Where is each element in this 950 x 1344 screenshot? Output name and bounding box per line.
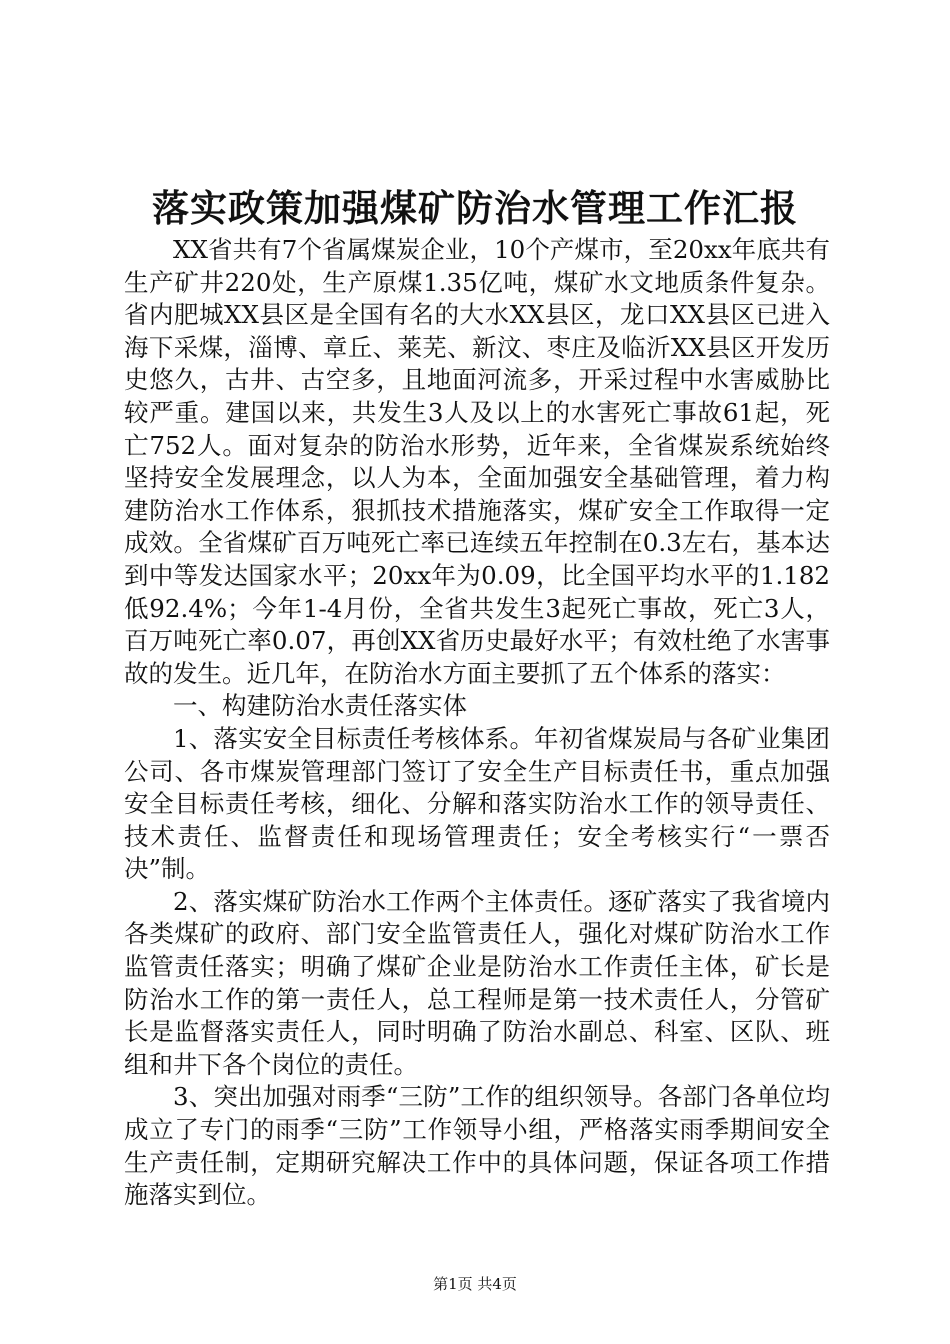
paragraph-item-2: 2、落实煤矿防治水工作两个主体责任。逐矿落实了我省境内各类煤矿的政府、部门安全监管责任人，强化对煤矿防治水工作监管责任落实；明确了煤矿企业是防治水工作责任主体，矿长是防治水工作的第一责任人，总工程师是第一技术责任人，分管矿长是监督落实责任人，同时明确了防治水副总、科室、区队、班组和井下各个岗位的责任。 bbox=[124, 886, 830, 1079]
page-number-footer: 第1页 共4页 bbox=[433, 1275, 517, 1293]
document-body bbox=[124, 234, 830, 1212]
paragraph-item-3: 3、突出加强对雨季“三防”工作的组织领导。各部门各单位均成立了专门的雨季“三防”工作领导小组，严格落实雨季期间安全生产责任制，定期研究解决工作中的具体问题，保证各项工作措施落实到位。 bbox=[124, 1082, 830, 1210]
paragraph-item-1: 1、落实安全目标责任考核体系。年初省煤炭局与各矿业集团公司、各市煤炭管理部门签订了安全生产目标责任书，重点加强安全目标责任考核，细化、分解和落实防治水工作的领导责任、技术责任、监督责任和现场管理责任；安全考核实行“一票否决”制。 bbox=[124, 723, 830, 884]
document-title: 落实政策加强煤矿防治水管理工作汇报 bbox=[152, 186, 798, 230]
intro-paragraph: XX省共有7个省属煤炭企业，10个产煤市，至20xx年底共有生产矿井220处，生产原煤1.35亿吨，煤矿水文地质条件复杂。省内肥城XX县区是全国有名的大水XX县区，龙口XX县区已进入海下采煤，淄博、章丘、莱芜、新汶、枣庄及临沂XX县区开发历史悠久，古井、古空多，且地面河流多，开采过程中水害威胁比较严重。建国以来，共发生3人及以上的水害死亡事故61起，死亡752人。面对复杂的防治水形势，近年来，全省煤炭系统始终坚持安全发展理念，以人为本，全面加强安全基础管理，着力构建防治水工作体系，狠抓技术措施落实，煤矿安全工作取得一定成效。全省煤矿百万吨死亡率已连续五年控制在0.3左右，基本达到中等发达国家水平；20xx年为0.09，比全国平均水平的1.182低92.4%；今年1-4月份，全省共发生3起死亡事故，死亡3人，百万吨死亡率0.07，再创XX省历史最好水平；有效杜绝了水害事故的发生。近几年，在防治水方面主要抓了五个体系的落实： bbox=[124, 235, 830, 688]
section-heading: 一、构建防治水责任落实体 bbox=[173, 691, 467, 721]
